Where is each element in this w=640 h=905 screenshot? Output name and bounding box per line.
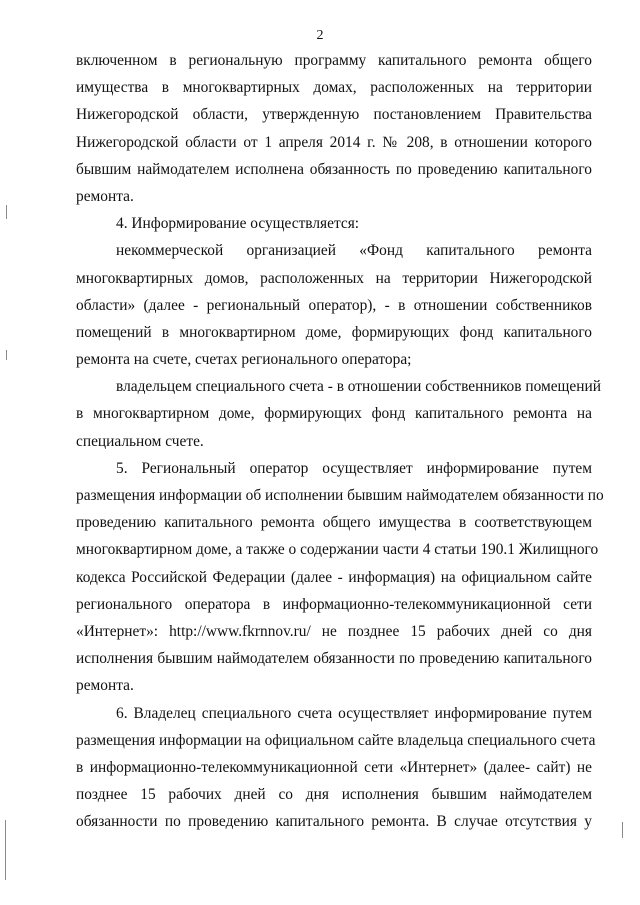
text-line: включенном в региональную программу капитального ремонта общего <box>76 52 592 69</box>
text-line: специальном счете. <box>76 432 204 450</box>
document-body <box>76 47 604 835</box>
text-line: ремонта. <box>76 187 134 205</box>
text-line: владельцем специального счета - в отношении собственников помещений <box>116 378 601 396</box>
text-line: бывшим наймодателем исполнена обязанность по проведению капитального <box>76 160 592 178</box>
text-line: некоммерческой организацией «Фонд капитального ремонта <box>116 242 592 260</box>
text-line: 5. Региональный оператор осуществляет информирование путем <box>116 459 592 477</box>
text-line: в многоквартирном доме, формирующих фонд капитального ремонта на <box>76 405 592 423</box>
text-line: имущества в многоквартирных домах, расположенных на территории <box>76 79 592 97</box>
text-line: Нижегородской области, утвержденную постановлением Правительства <box>76 106 592 124</box>
paragraph <box>76 700 596 836</box>
text-line: размещения информации на официальном сайте владельца специального счета <box>76 731 596 749</box>
text-line: 6. Владелец специального счета осуществляет информирование путем <box>116 704 592 722</box>
scan-margin-mark <box>622 822 623 838</box>
text-line: многоквартирных домов, расположенных на территории Нижегородской <box>76 269 592 287</box>
scan-margin-mark <box>5 820 6 880</box>
paragraph <box>76 47 592 210</box>
text-line: обязанности по проведению капитального ремонта. В случае отсутствия у <box>76 813 592 831</box>
text-line: размещения информации об исполнении бывшим наймодателем обязанности по <box>76 487 604 504</box>
paragraph <box>76 455 604 700</box>
text-line: проведению капитального ремонта общего имущества в соответствующем <box>76 514 592 532</box>
text-line: многоквартирном доме, а также о содержании части 4 статьи 190.1 Жилищного <box>76 541 599 559</box>
text-line: исполнения бывшим наймодателем обязанности по проведению капитального <box>76 650 592 668</box>
scan-margin-mark <box>6 350 7 360</box>
text-line: Нижегородской области от 1 апреля 2014 г. № 208, в отношении которого <box>76 133 592 151</box>
paragraph <box>76 237 592 373</box>
text-line: позднее 15 рабочих дней со дня исполнения бывшим наймодателем <box>76 786 592 804</box>
scan-margin-mark <box>6 205 7 219</box>
paragraph <box>76 210 592 237</box>
page-number: 2 <box>316 28 324 43</box>
text-line: регионального оператора в информационно-телекоммуникационной сети <box>76 595 592 613</box>
paragraph <box>76 373 601 455</box>
text-line: ремонта на счете, счетах регионального оператора; <box>76 351 412 369</box>
text-line: 4. Информирование осуществляется: <box>116 215 360 233</box>
text-line: ремонта. <box>76 677 134 695</box>
text-line: области» (далее - региональный оператор), - в отношении собственников <box>76 296 592 314</box>
text-line: в информационно-телекоммуникационной сети «Интернет» (далее- сайт) не <box>76 758 592 776</box>
text-line: «Интернет»: http://www.fkrnnov.ru/ не позднее 15 рабочих дней со дня <box>76 622 592 640</box>
text-line: кодекса Российской Федерации (далее - информация) на официальном сайте <box>76 568 592 586</box>
text-line: помещений в многоквартирном доме, формирующих фонд капитального <box>76 323 592 341</box>
